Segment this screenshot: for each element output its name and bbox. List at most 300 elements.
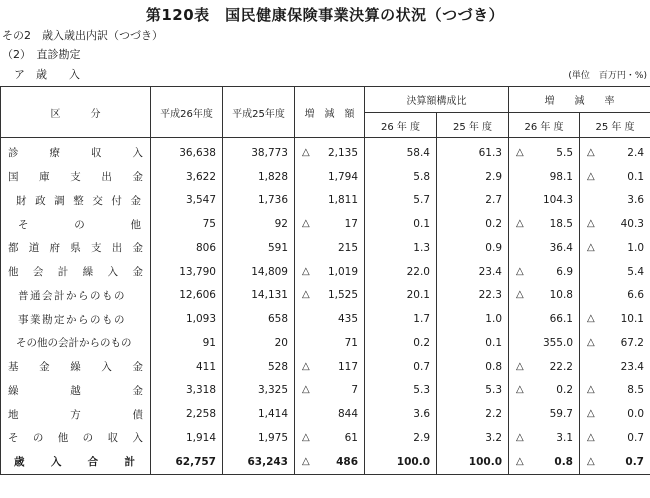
rate-2014 bbox=[509, 426, 580, 450]
header-share-26: 26 年 度 bbox=[365, 113, 437, 138]
row-label-char: 交 bbox=[92, 194, 103, 207]
share-2013 bbox=[437, 212, 509, 236]
cell-value: 1,736 bbox=[257, 194, 288, 207]
share-2014 bbox=[365, 236, 437, 260]
cell-value: 411 bbox=[195, 360, 216, 373]
cell-value: 98.1 bbox=[549, 170, 573, 183]
header-h26: 平成26年度 bbox=[151, 87, 223, 138]
change-amount bbox=[295, 426, 365, 450]
value-2014 bbox=[151, 402, 223, 426]
change-amount bbox=[295, 379, 365, 403]
row-label-char: 会 bbox=[32, 266, 44, 279]
cell-value: 20.1 bbox=[406, 289, 430, 302]
share-2014 bbox=[365, 260, 437, 284]
cell-value: 1.3 bbox=[413, 241, 430, 254]
table-row bbox=[1, 212, 650, 236]
row-label-char: 入 bbox=[132, 147, 143, 160]
share-2014 bbox=[365, 331, 437, 355]
header-rate-25: 25 年 度 bbox=[580, 113, 650, 138]
change-amount bbox=[295, 138, 365, 165]
rate-2013 bbox=[580, 331, 650, 355]
change-amount bbox=[295, 284, 365, 308]
cell-value: 2.9 bbox=[413, 431, 430, 444]
cell-value: 20 bbox=[274, 336, 288, 349]
cell-value: 91 bbox=[202, 336, 216, 349]
row-label-char: 療 bbox=[49, 147, 60, 160]
row-label-char: 方 bbox=[70, 408, 81, 421]
cell-value: 61.3 bbox=[478, 146, 502, 159]
share-2014 bbox=[365, 450, 437, 474]
share-2013 bbox=[437, 402, 509, 426]
row-label-char: の bbox=[82, 432, 94, 445]
cell-value: 2,258 bbox=[185, 408, 216, 421]
negative-mark: △ bbox=[516, 360, 524, 372]
negative-mark: △ bbox=[302, 384, 310, 396]
row-label-char: 政 bbox=[35, 194, 46, 207]
cell-value: 486 bbox=[336, 455, 358, 468]
table-row bbox=[1, 236, 650, 260]
header-zougen: 増 減 額 bbox=[295, 87, 365, 138]
row-label-char: 道 bbox=[28, 242, 40, 255]
row-label-char: 繰 bbox=[70, 361, 81, 374]
value-2013 bbox=[223, 284, 295, 308]
row-label-char: 合 bbox=[87, 456, 99, 469]
cell-value: 62,757 bbox=[175, 455, 216, 468]
cell-value: 14,809 bbox=[251, 265, 288, 278]
value-2014 bbox=[151, 355, 223, 379]
cell-value: 591 bbox=[267, 241, 288, 254]
rate-2014 bbox=[509, 355, 580, 379]
cell-value: 2.4 bbox=[627, 146, 644, 159]
header-rate-26: 26 年 度 bbox=[509, 113, 580, 138]
value-2013 bbox=[223, 236, 295, 260]
cell-value: 0.7 bbox=[413, 360, 430, 373]
negative-mark: △ bbox=[302, 360, 310, 372]
table-row bbox=[1, 189, 650, 213]
row-label bbox=[1, 165, 151, 189]
change-amount bbox=[295, 189, 365, 213]
rate-2014 bbox=[509, 260, 580, 284]
cell-value: 355.0 bbox=[542, 336, 573, 349]
cell-value: 10.1 bbox=[620, 313, 644, 326]
share-2013 bbox=[437, 426, 509, 450]
cell-value: 22.0 bbox=[406, 265, 430, 278]
row-label-char: 付 bbox=[111, 194, 122, 207]
row-label-char: 整 bbox=[73, 194, 84, 207]
negative-mark: △ bbox=[587, 431, 595, 443]
rate-2014 bbox=[509, 212, 580, 236]
cell-value: 1.0 bbox=[627, 241, 644, 254]
row-label bbox=[1, 236, 151, 260]
row-label-char: 支 bbox=[70, 171, 81, 184]
change-amount bbox=[295, 236, 365, 260]
cell-value: 7 bbox=[351, 384, 358, 397]
rate-2013 bbox=[580, 402, 650, 426]
change-amount bbox=[295, 260, 365, 284]
cell-value: 3,318 bbox=[185, 384, 216, 397]
row-label-char: 入 bbox=[101, 361, 112, 374]
cell-value: 0.2 bbox=[556, 384, 573, 397]
negative-mark: △ bbox=[587, 241, 595, 253]
revenue-table bbox=[0, 86, 650, 475]
row-label-char: 基 bbox=[8, 361, 19, 374]
cell-value: 23.4 bbox=[478, 265, 502, 278]
row-label-char: 財 bbox=[16, 194, 27, 207]
cell-value: 0.1 bbox=[627, 170, 644, 183]
cell-value: 1,811 bbox=[327, 194, 358, 207]
cell-value: 0.2 bbox=[485, 218, 502, 231]
row-label-char: 金 bbox=[132, 171, 143, 184]
header-kousei: 決算額構成比 bbox=[365, 87, 509, 113]
share-2014 bbox=[365, 426, 437, 450]
value-2013 bbox=[223, 426, 295, 450]
share-2014 bbox=[365, 212, 437, 236]
cell-value: 844 bbox=[337, 408, 358, 421]
cell-value: 104.3 bbox=[542, 194, 573, 207]
rate-2014 bbox=[509, 236, 580, 260]
row-label bbox=[1, 331, 151, 355]
row-label bbox=[1, 426, 151, 450]
rate-2013 bbox=[580, 426, 650, 450]
negative-mark: △ bbox=[302, 289, 310, 301]
cell-value: 63,243 bbox=[247, 455, 288, 468]
rate-2014 bbox=[509, 379, 580, 403]
value-2013 bbox=[223, 189, 295, 213]
negative-mark: △ bbox=[302, 218, 310, 230]
value-2013 bbox=[223, 402, 295, 426]
cell-value: 58.4 bbox=[406, 146, 430, 159]
table-row bbox=[1, 426, 650, 450]
table-row bbox=[1, 331, 650, 355]
value-2013 bbox=[223, 307, 295, 331]
cell-value: 1,093 bbox=[185, 313, 216, 326]
rate-2014 bbox=[509, 331, 580, 355]
header-h25: 平成25年度 bbox=[223, 87, 295, 138]
share-2013 bbox=[437, 165, 509, 189]
header-share-25: 25 年 度 bbox=[437, 113, 509, 138]
cell-value: 61 bbox=[344, 431, 358, 444]
cell-value: 14,131 bbox=[251, 289, 288, 302]
rate-2013 bbox=[580, 307, 650, 331]
row-label-char: 入 bbox=[50, 456, 62, 469]
row-label-char: そ bbox=[18, 218, 29, 231]
cell-value: 0.9 bbox=[485, 241, 502, 254]
row-label-char: 債 bbox=[132, 408, 143, 421]
cell-value: 435 bbox=[337, 313, 358, 326]
cell-value: 1,794 bbox=[327, 170, 358, 183]
table-title: 第120表 国民健康保険事業決算の状況（つづき） bbox=[145, 6, 505, 24]
row-label bbox=[1, 450, 151, 474]
value-2014 bbox=[151, 284, 223, 308]
unit-note: (単位 百万円・%) bbox=[568, 71, 647, 81]
cell-value: 18.5 bbox=[549, 218, 573, 231]
cell-value: 3.6 bbox=[413, 408, 430, 421]
row-label bbox=[1, 355, 151, 379]
cell-value: 0.8 bbox=[485, 360, 502, 373]
rate-2013 bbox=[580, 212, 650, 236]
table-row bbox=[1, 307, 650, 331]
negative-mark: △ bbox=[516, 455, 524, 467]
cell-value: 0.0 bbox=[627, 408, 644, 421]
row-label-char: 計 bbox=[57, 266, 69, 279]
cell-value: 36,638 bbox=[179, 146, 216, 159]
value-2014 bbox=[151, 260, 223, 284]
cell-value: 12,606 bbox=[179, 289, 216, 302]
row-label-char: 金 bbox=[132, 242, 143, 255]
cell-value: 100.0 bbox=[468, 455, 502, 468]
cell-value: 2,135 bbox=[327, 146, 358, 159]
row-label-text: 普通会計からのもの bbox=[18, 289, 126, 302]
negative-mark: △ bbox=[587, 408, 595, 420]
cell-value: 3,325 bbox=[257, 384, 288, 397]
value-2013 bbox=[223, 355, 295, 379]
row-label-char: 県 bbox=[70, 242, 81, 255]
row-label-char: 他 bbox=[57, 432, 69, 445]
row-label-char: 入 bbox=[107, 266, 119, 279]
share-2013 bbox=[437, 307, 509, 331]
row-label-char: 繰 bbox=[82, 266, 94, 279]
row-label-char: 収 bbox=[107, 432, 119, 445]
value-2013 bbox=[223, 212, 295, 236]
cell-value: 8.5 bbox=[627, 384, 644, 397]
value-2013 bbox=[223, 450, 295, 474]
share-2014 bbox=[365, 402, 437, 426]
value-2014 bbox=[151, 189, 223, 213]
table-row bbox=[1, 284, 650, 308]
share-2014 bbox=[365, 379, 437, 403]
rate-2013 bbox=[580, 138, 650, 165]
cell-value: 75 bbox=[202, 218, 216, 231]
negative-mark: △ bbox=[587, 313, 595, 325]
header-kubun: 区 分 bbox=[1, 87, 151, 138]
row-label-char: 計 bbox=[124, 456, 135, 469]
share-2014 bbox=[365, 138, 437, 165]
value-2013 bbox=[223, 379, 295, 403]
cell-value: 100.0 bbox=[396, 455, 430, 468]
row-label bbox=[1, 260, 151, 284]
share-2013 bbox=[437, 379, 509, 403]
share-2013 bbox=[437, 355, 509, 379]
row-label-char: 金 bbox=[132, 384, 143, 397]
row-label-char: 繰 bbox=[8, 384, 19, 397]
row-label bbox=[1, 212, 151, 236]
cell-value: 5.3 bbox=[485, 384, 502, 397]
cell-value: 3.6 bbox=[627, 194, 644, 207]
cell-value: 1.0 bbox=[485, 313, 502, 326]
negative-mark: △ bbox=[516, 265, 524, 277]
row-label-char: 金 bbox=[132, 266, 143, 279]
cell-value: 36.4 bbox=[549, 241, 573, 254]
value-2013 bbox=[223, 331, 295, 355]
cell-value: 22.3 bbox=[478, 289, 502, 302]
rate-2014 bbox=[509, 307, 580, 331]
negative-mark: △ bbox=[302, 455, 310, 467]
negative-mark: △ bbox=[516, 431, 524, 443]
share-2013 bbox=[437, 138, 509, 165]
change-amount bbox=[295, 307, 365, 331]
row-label-char: 調 bbox=[54, 194, 65, 207]
row-label bbox=[1, 307, 151, 331]
negative-mark: △ bbox=[587, 146, 595, 158]
cell-value: 22.2 bbox=[549, 360, 573, 373]
change-amount bbox=[295, 402, 365, 426]
row-label-char: 歳 bbox=[14, 456, 25, 469]
cell-value: 215 bbox=[337, 241, 358, 254]
share-2013 bbox=[437, 284, 509, 308]
row-label-char: 庫 bbox=[39, 171, 50, 184]
cell-value: 5.8 bbox=[413, 170, 430, 183]
rate-2014 bbox=[509, 402, 580, 426]
row-label-char: の bbox=[74, 218, 85, 231]
share-2013 bbox=[437, 331, 509, 355]
cell-value: 92 bbox=[274, 218, 288, 231]
row-label-char: 越 bbox=[70, 384, 81, 397]
cell-value: 40.3 bbox=[620, 218, 644, 231]
row-label-char: 支 bbox=[91, 242, 102, 255]
table-row bbox=[1, 402, 650, 426]
row-label-char: の bbox=[32, 432, 44, 445]
negative-mark: △ bbox=[516, 146, 524, 158]
row-label-char: 他 bbox=[8, 266, 19, 279]
rate-2013 bbox=[580, 379, 650, 403]
rate-2014 bbox=[509, 138, 580, 165]
cell-value: 0.1 bbox=[485, 336, 502, 349]
cell-value: 0.1 bbox=[413, 218, 430, 231]
row-label-char: 国 bbox=[8, 171, 19, 184]
change-amount bbox=[295, 212, 365, 236]
cell-value: 1,019 bbox=[327, 265, 358, 278]
negative-mark: △ bbox=[516, 218, 524, 230]
row-label-char: 地 bbox=[8, 408, 19, 421]
cell-value: 0.7 bbox=[625, 455, 644, 468]
cell-value: 5.7 bbox=[413, 194, 430, 207]
cell-value: 5.4 bbox=[627, 265, 644, 278]
cell-value: 117 bbox=[337, 360, 358, 373]
share-2014 bbox=[365, 284, 437, 308]
value-2014 bbox=[151, 426, 223, 450]
cell-value: 59.7 bbox=[549, 408, 573, 421]
row-label-char: そ bbox=[8, 432, 19, 445]
row-label bbox=[1, 284, 151, 308]
rate-2014 bbox=[509, 284, 580, 308]
cell-value: 66.1 bbox=[549, 313, 573, 326]
cell-value: 2.2 bbox=[485, 408, 502, 421]
cell-value: 2.9 bbox=[485, 170, 502, 183]
cell-value: 0.8 bbox=[554, 455, 573, 468]
row-label-char: 府 bbox=[49, 242, 60, 255]
value-2013 bbox=[223, 138, 295, 165]
cell-value: 3,622 bbox=[185, 170, 216, 183]
change-amount bbox=[295, 450, 365, 474]
value-2013 bbox=[223, 260, 295, 284]
cell-value: 38,773 bbox=[251, 146, 288, 159]
rate-2013 bbox=[580, 165, 650, 189]
cell-value: 1,414 bbox=[257, 408, 288, 421]
table-row bbox=[1, 138, 650, 165]
value-2014 bbox=[151, 138, 223, 165]
table-row bbox=[1, 450, 650, 474]
rate-2013 bbox=[580, 355, 650, 379]
row-label-text: 事業勘定からのもの bbox=[18, 313, 126, 326]
cell-value: 5.3 bbox=[413, 384, 430, 397]
cell-value: 17 bbox=[344, 218, 358, 231]
row-label-char: 金 bbox=[132, 361, 143, 374]
negative-mark: △ bbox=[516, 289, 524, 301]
share-2013 bbox=[437, 189, 509, 213]
cell-value: 67.2 bbox=[620, 336, 644, 349]
share-2013 bbox=[437, 236, 509, 260]
value-2014 bbox=[151, 165, 223, 189]
cell-value: 1.7 bbox=[413, 313, 430, 326]
row-label-char: 出 bbox=[111, 242, 123, 255]
value-2014 bbox=[151, 236, 223, 260]
negative-mark: △ bbox=[516, 384, 524, 396]
row-label-char: 診 bbox=[8, 147, 19, 160]
cell-value: 6.6 bbox=[627, 289, 644, 302]
negative-mark: △ bbox=[587, 384, 595, 396]
rate-2013 bbox=[580, 450, 650, 474]
cell-value: 10.8 bbox=[549, 289, 573, 302]
rate-2014 bbox=[509, 165, 580, 189]
cell-value: 658 bbox=[267, 313, 288, 326]
negative-mark: △ bbox=[587, 336, 595, 348]
cell-value: 3.1 bbox=[556, 431, 573, 444]
table-row bbox=[1, 379, 650, 403]
share-2013 bbox=[437, 260, 509, 284]
cell-value: 528 bbox=[267, 360, 288, 373]
subtitle-account: （2） 直診勘定 bbox=[2, 48, 81, 61]
rate-2013 bbox=[580, 260, 650, 284]
row-label-char: 金 bbox=[130, 194, 141, 207]
cell-value: 71 bbox=[344, 336, 358, 349]
negative-mark: △ bbox=[587, 218, 595, 230]
value-2014 bbox=[151, 379, 223, 403]
cell-value: 0.7 bbox=[627, 431, 644, 444]
cell-value: 0.2 bbox=[413, 336, 430, 349]
cell-value: 806 bbox=[195, 241, 216, 254]
row-label bbox=[1, 138, 151, 165]
cell-value: 3.2 bbox=[485, 431, 502, 444]
rate-2013 bbox=[580, 236, 650, 260]
cell-value: 1,914 bbox=[185, 431, 216, 444]
row-label-char: 収 bbox=[91, 147, 102, 160]
rate-2014 bbox=[509, 189, 580, 213]
row-label-char: 入 bbox=[132, 432, 143, 445]
row-label-char: 都 bbox=[8, 242, 19, 255]
negative-mark: △ bbox=[587, 170, 595, 182]
cell-value: 3,547 bbox=[185, 194, 216, 207]
table-row bbox=[1, 260, 650, 284]
row-label bbox=[1, 402, 151, 426]
rate-2013 bbox=[580, 284, 650, 308]
share-2014 bbox=[365, 355, 437, 379]
row-label bbox=[1, 379, 151, 403]
table-row bbox=[1, 355, 650, 379]
value-2014 bbox=[151, 331, 223, 355]
row-label-char: 出 bbox=[101, 171, 112, 184]
row-label-text: その他の会計からのもの bbox=[16, 337, 132, 350]
change-amount bbox=[295, 165, 365, 189]
cell-value: 2.7 bbox=[485, 194, 502, 207]
cell-value: 23.4 bbox=[620, 360, 644, 373]
rate-2013 bbox=[580, 189, 650, 213]
cell-value: 1,975 bbox=[257, 431, 288, 444]
subtitle-section: その2 歳入歳出内訳（つづき） bbox=[2, 29, 163, 42]
cell-value: 5.5 bbox=[556, 146, 573, 159]
row-label-char: 他 bbox=[130, 218, 141, 231]
table-row bbox=[1, 165, 650, 189]
row-label bbox=[1, 189, 151, 213]
